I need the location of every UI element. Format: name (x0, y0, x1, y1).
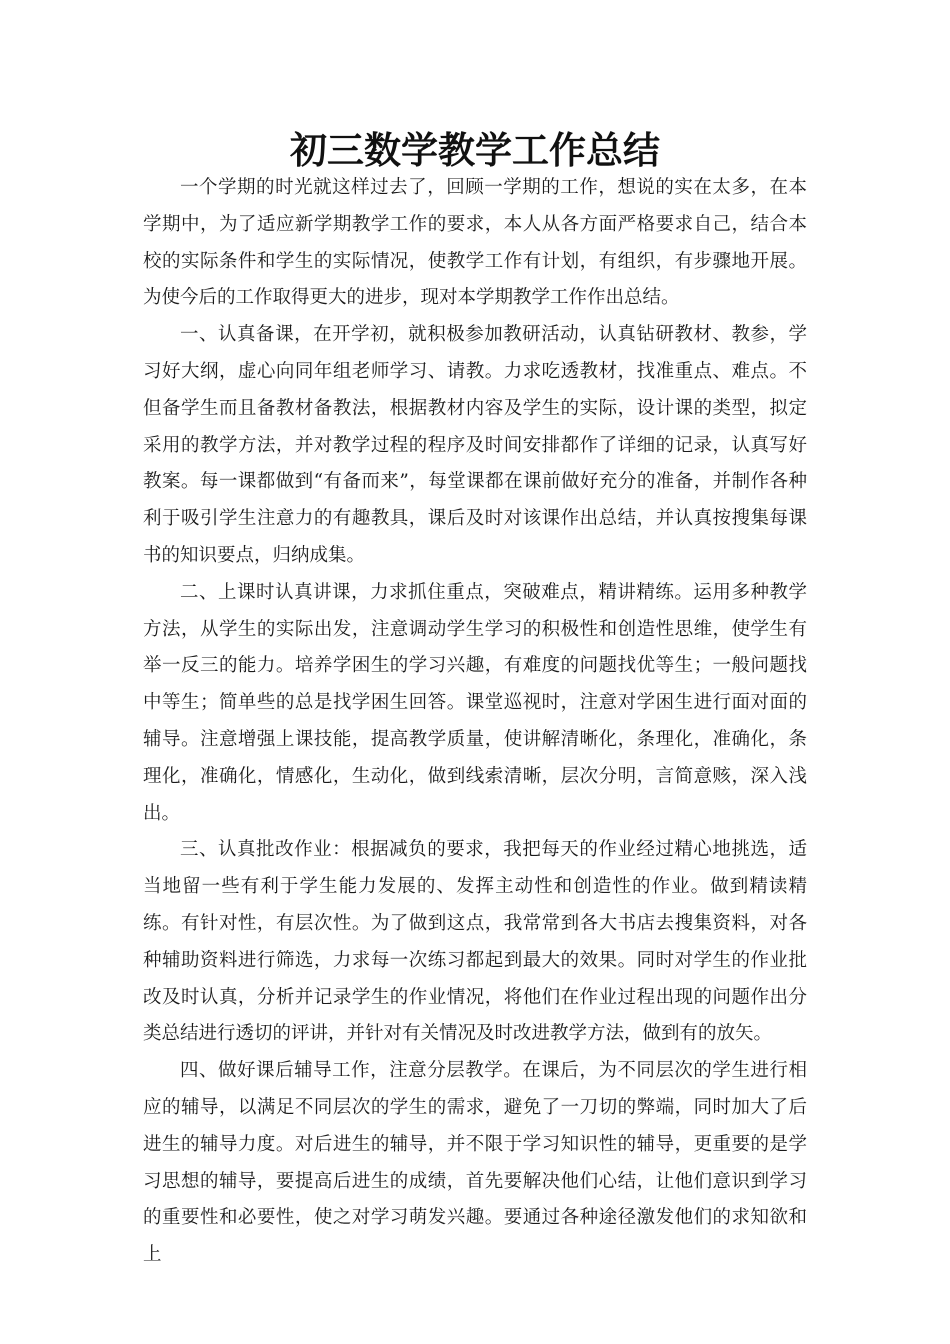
paragraph-lesson-preparation: 一、认真备课，在开学初，就积极参加教研活动，认真钻研教材、教参，学习好大纲，虚心向同年组老师学习、请教。力求吃透教材，找准重点、难点。不但备学生而且备教材备教法，根据教材内容及学生的实际，设计课的类型，拟定采用的教学方法，并对教学过程的程序及时间安排都作了详细的记录，认真写好教案。每一课都做到“有备而来”，每堂课都在课前做好充分的准备，并制作各种利于吸引学生注意力的有趣教具，课后及时对该课作出总结，并认真按搜集每课书的知识要点，归纳成集。 (143, 324, 807, 566)
paragraph-classroom-teaching: 二、上课时认真讲课，力求抓住重点，突破难点，精讲精练。运用多种教学方法，从学生的实际出发，注意调动学生学习的积极性和创造性思维，使学生有举一反三的能力。培养学困生的学习兴趣，有难度的问题找优等生；一般问题找中等生；简单些的总是找学困生回答。课堂巡视时，注意对学困生进行面对面的辅导。注意增强上课技能，提高教学质量，使讲解清晰化，条理化，准确化，条理化，准确化，情感化，生动化，做到线索清晰，层次分明，言简意赅，深入浅出。 (143, 581, 807, 824)
document-body (143, 170, 807, 1274)
paragraph-homework-grading: 三、认真批改作业：根据减负的要求，我把每天的作业经过精心地挑选，适当地留一些有利于学生能力发展的、发挥主动性和创造性的作业。做到精读精练。有针对性，有层次性。为了做到这点，我常常到各大书店去搜集资料，对各种辅助资料进行筛选，力求每一次练习都起到最大的效果。同时对学生的作业批改及时认真，分析并记录学生的作业情况，将他们在作业过程出现的问题作出分类总结进行透切的评讲，并针对有关情况及时改进教学方法，做到有的放矢。 (143, 839, 807, 1045)
document-title: 初三数学教学工作总结 (290, 128, 660, 172)
paragraph-after-class-tutoring: 四、做好课后辅导工作，注意分层教学。在课后，为不同层次的学生进行相应的辅导，以满足不同层次的学生的需求，避免了一刀切的弊端，同时加大了后进生的辅导力度。对后进生的辅导，并不限于学习知识性的辅导，更重要的是学习思想的辅导，要提高后进生的成绩，首先要解决他们心结，让他们意识到学习的重要性和必要性，使之对学习萌发兴趣。要通过各种途径激发他们的求知欲和上 (143, 1060, 807, 1266)
paragraph-intro: 一个学期的时光就这样过去了，回顾一学期的工作，想说的实在太多，在本学期中，为了适应新学期教学工作的要求，本人从各方面严格要求自己，结合本校的实际条件和学生的实际情况，使教学工作有计划，有组织，有步骤地开展。为使今后的工作取得更大的进步，现对本学期教学工作作出总结。 (143, 177, 807, 309)
